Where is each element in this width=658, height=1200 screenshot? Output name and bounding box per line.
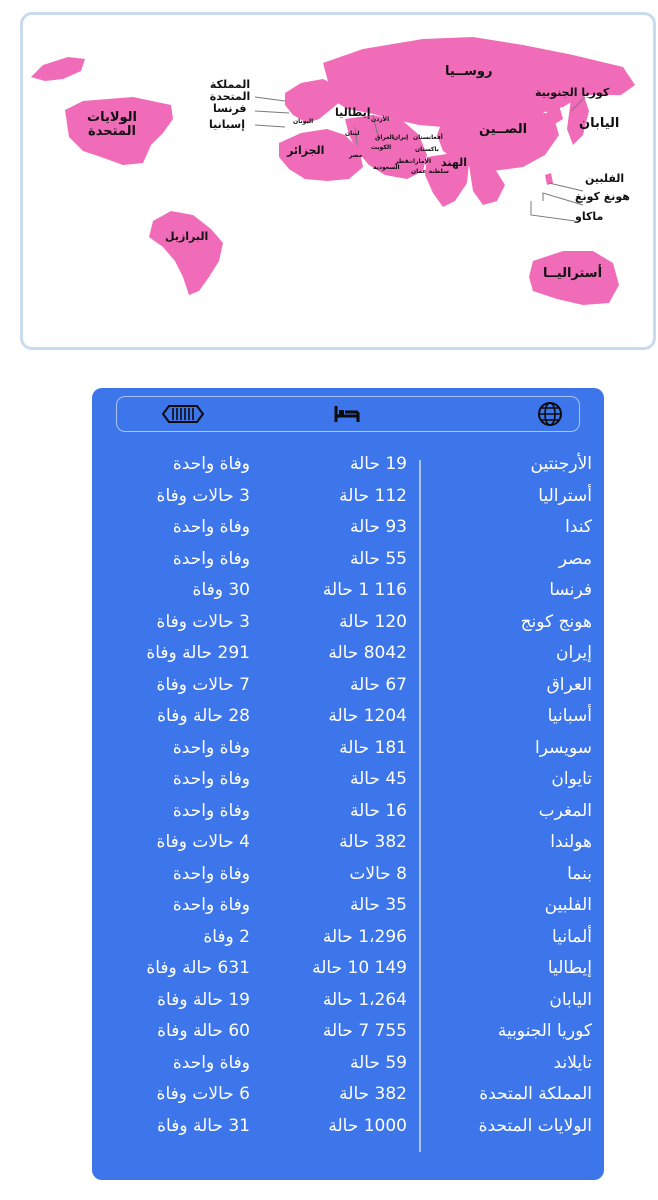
map-label-france: فرنسا [213, 102, 247, 115]
deaths-cell: وفاة واحدة [172, 863, 250, 884]
map-label-iraq: العراق [375, 134, 394, 141]
map-label-spain: إسبانيا [209, 118, 245, 131]
table-row [92, 608, 604, 640]
map-label-algeria: الجزائر [287, 144, 325, 157]
map-label-afghanistan: أفغانستان [413, 134, 443, 141]
deaths-cell: 7 حالات وفاة [156, 674, 250, 695]
table-row [92, 450, 604, 482]
country-cell: تايوان [551, 769, 592, 789]
table-row [92, 576, 604, 608]
country-cell: فرنسا [549, 580, 592, 600]
cases-cell: 112 حالة [339, 485, 407, 506]
cases-cell: 35 حالة [349, 895, 407, 915]
deaths-cell: وفاة واحدة [172, 737, 250, 758]
map-label-jordan: الأردن [371, 116, 390, 123]
map-label-india: الهند [441, 156, 468, 169]
cases-cell: 16 حالة [349, 800, 407, 821]
table-row [92, 482, 604, 514]
deaths-cell: وفاة واحدة [172, 548, 250, 569]
country-cell: أستراليا [538, 485, 592, 506]
country-cell: كوريا الجنوبية [497, 1021, 592, 1041]
cases-cell: 1000 حالة [328, 1115, 407, 1136]
country-cell: مصر [558, 548, 592, 569]
bed-icon [333, 404, 361, 428]
table-row [92, 765, 604, 797]
table-row [92, 923, 604, 955]
deaths-cell: وفاة واحدة [172, 895, 250, 915]
map-label-russia: روســيا [445, 64, 493, 79]
deaths-cell: 3 حالات وفاة [156, 611, 250, 632]
cases-cell: 93 حالة [349, 517, 407, 537]
table-row [92, 986, 604, 1018]
cases-cell: 149 10 حالة [312, 958, 407, 978]
deaths-cell: 31 حالة وفاة [157, 1115, 250, 1136]
map-label-egypt: مصر [349, 152, 363, 159]
cases-cell: 59 حالة [349, 1052, 407, 1073]
country-cell: الأرجنتين [530, 454, 592, 474]
table-row [92, 513, 604, 545]
cases-cell: 116 1 حالة [322, 580, 407, 600]
map-label-usa: الولايات المتحدة [87, 110, 137, 139]
globe-icon [537, 401, 563, 431]
deaths-cell: 631 حالة وفاة [146, 958, 250, 978]
table-row [92, 545, 604, 577]
table-row [92, 797, 604, 829]
coffin-icon [161, 402, 205, 430]
map-label-japan: اليابان [579, 116, 620, 131]
cases-cell: 1،296 حالة [322, 926, 407, 947]
deaths-cell: وفاة واحدة [172, 454, 250, 474]
table-row [92, 639, 604, 671]
table-body [92, 450, 604, 1143]
cases-cell: 120 حالة [339, 611, 407, 632]
table-header-icons [116, 396, 580, 432]
map-label-south-korea: كوريا الجنوبية [535, 86, 610, 99]
deaths-cell: 30 وفاة [192, 580, 250, 600]
map-label-greece: اليونان [293, 118, 314, 125]
table-row [92, 860, 604, 892]
table-row [92, 891, 604, 923]
cases-cell: 67 حالة [349, 674, 407, 695]
deaths-cell: وفاة واحدة [172, 800, 250, 821]
map-label-brazil: البرازيل [165, 230, 209, 243]
country-cell: هولندا [550, 832, 592, 852]
map-label-iran: إيران [393, 134, 409, 141]
map-label-hong-kong: هونغ كونغ [575, 190, 630, 203]
country-cell: الولايات المتحدة [478, 1115, 592, 1136]
country-cell: المملكة المتحدة [479, 1084, 592, 1104]
table-row [92, 1049, 604, 1081]
table-row [92, 954, 604, 986]
map-label-emirates: الإمارات [407, 158, 432, 165]
landmass-south-america [149, 211, 223, 295]
cases-cell: 45 حالة [349, 769, 407, 789]
deaths-cell: 3 حالات وفاة [156, 485, 250, 506]
country-cell: كندا [565, 517, 592, 537]
table-row [92, 1017, 604, 1049]
map-label-kuwait: الكويت [371, 144, 392, 151]
world-map-card [20, 12, 656, 350]
deaths-cell: 19 حالة وفاة [157, 989, 250, 1010]
map-label-china: الصــين [479, 122, 528, 137]
map-label-lebanon: لبنان [345, 130, 360, 137]
country-cell: سويسرا [534, 737, 592, 758]
cases-cell: 8042 حالة [328, 643, 407, 663]
map-label-philippines: الفلبين [585, 172, 625, 185]
deaths-cell: 6 حالات وفاة [156, 1084, 250, 1104]
cases-cell: 19 حالة [349, 454, 407, 474]
table-row [92, 828, 604, 860]
map-label-australia: أستراليــا [543, 266, 603, 281]
country-cell: هونج كونج [520, 611, 592, 632]
country-cell: ألمانيا [552, 926, 592, 947]
table-row [92, 734, 604, 766]
cases-cell: 1204 حالة [328, 706, 407, 726]
map-label-italy: إيطاليا [335, 106, 371, 119]
world-map [23, 15, 656, 350]
cases-cell: 181 حالة [339, 737, 407, 758]
table-row [92, 1112, 604, 1144]
deaths-cell: وفاة واحدة [172, 1052, 250, 1073]
country-cell: بنما [567, 863, 592, 884]
deaths-cell: 60 حالة وفاة [157, 1021, 250, 1041]
cases-cell: 8 حالات [349, 863, 407, 884]
table-row [92, 1080, 604, 1112]
cases-cell: 755 7 حالة [322, 1021, 407, 1041]
country-cell: اليابان [549, 989, 592, 1010]
map-label-qatar: قطر [395, 158, 409, 165]
country-cell: أسبانيا [547, 706, 592, 726]
deaths-cell: 2 وفاة [203, 926, 250, 947]
map-label-macau: ماكاو [575, 210, 604, 223]
deaths-cell: 28 حالة وفاة [157, 706, 250, 726]
deaths-cell: وفاة واحدة [172, 769, 250, 789]
country-cell: إيران [555, 643, 592, 663]
country-cell: المغرب [538, 800, 592, 821]
map-label-oman: سلطنة عمان [411, 168, 449, 175]
table-row [92, 671, 604, 703]
map-label-saudi: السعودية [373, 164, 400, 171]
deaths-cell: 291 حالة وفاة [146, 643, 250, 663]
country-cell: إيطاليا [547, 958, 592, 978]
country-cell: العراق [546, 674, 592, 695]
country-cell: تايلاند [553, 1052, 592, 1073]
deaths-cell: 4 حالات وفاة [156, 832, 250, 852]
map-label-pakistan: باكستان [415, 146, 439, 153]
deaths-cell: وفاة واحدة [172, 517, 250, 537]
cases-cell: 382 حالة [339, 832, 407, 852]
cases-cell: 382 حالة [339, 1084, 407, 1104]
map-label-uk: المملكة المتحدة [209, 78, 251, 103]
table-row [92, 702, 604, 734]
cases-cell: 1،264 حالة [322, 989, 407, 1010]
cases-table [92, 388, 604, 1180]
landmass-greenland [31, 57, 85, 81]
cases-cell: 55 حالة [349, 548, 407, 569]
landmass-se-asia [469, 165, 505, 205]
country-cell: الفلبين [544, 895, 592, 915]
